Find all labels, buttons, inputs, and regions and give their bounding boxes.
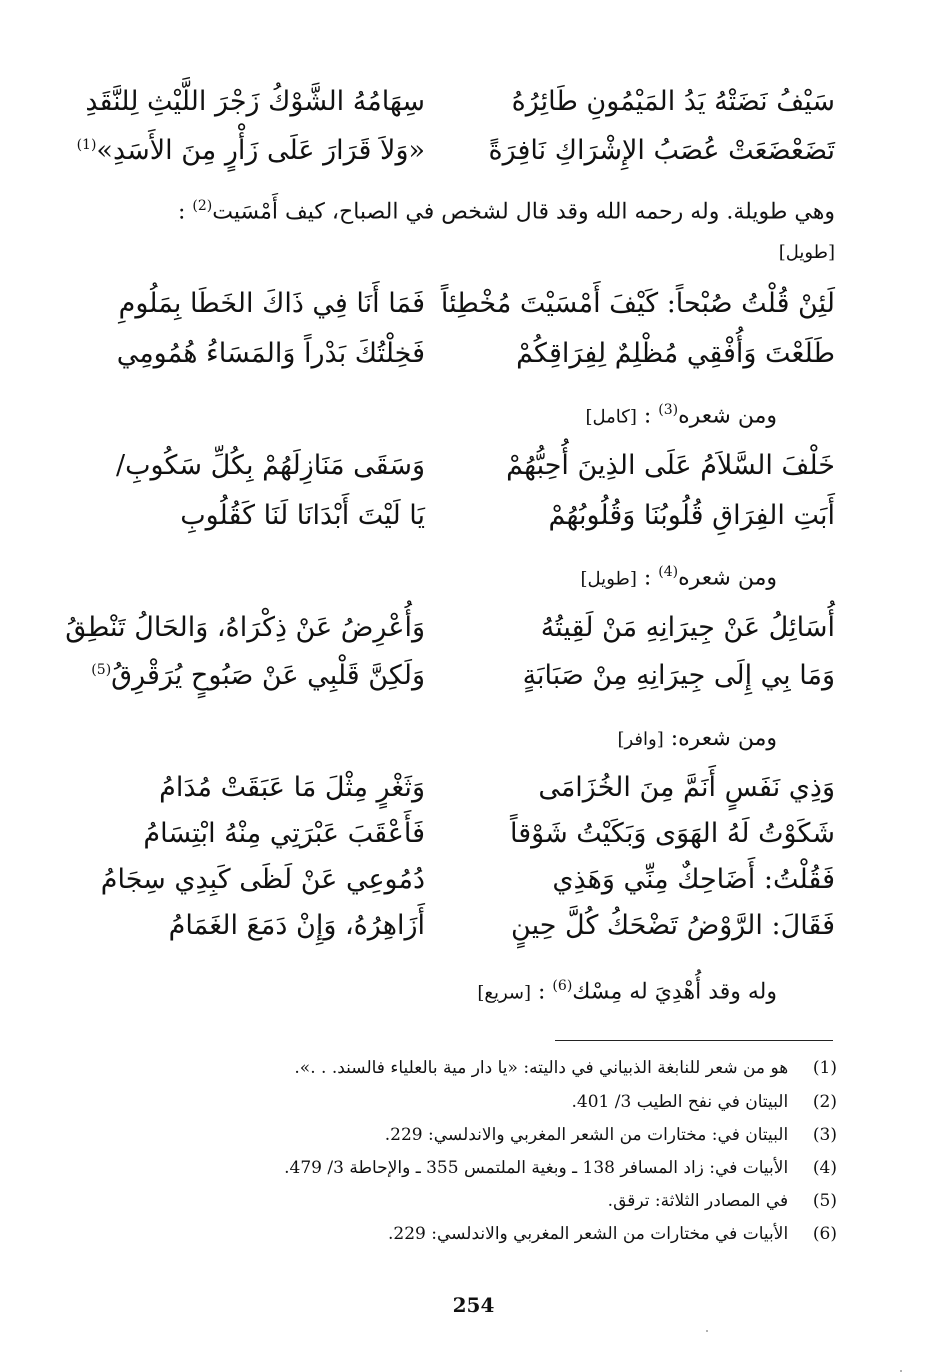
footnote-3 [197, 1127, 837, 1144]
footnote-5-number: (5) [812, 1191, 837, 1211]
meter-tag-3: [كامل] [585, 406, 637, 428]
footnote-ref-2: (2) [192, 198, 213, 214]
intro6 [477, 978, 777, 1004]
intro4-colon: : [643, 565, 652, 591]
footnote-1-number: (1) [812, 1058, 837, 1078]
scan-speck [706, 1330, 708, 1332]
footnote-4 [197, 1160, 837, 1177]
intro5-text: ومن شعره: [670, 726, 777, 751]
footnote-ref-1: (1) [76, 137, 97, 153]
poem3-line1-right: خَلْفَ السَّلاَمُ عَلَى الذِينَ أُحِبُّهُمْ [506, 450, 835, 481]
footnote-3-number: (3) [812, 1125, 837, 1145]
footnote-4-text: الأبيات في: زاد المسافر 138 ـ وبغية الملتمس 355 ـ والإحاطة 3/ 479. [284, 1158, 789, 1178]
footnote-ref-5: (5) [91, 662, 112, 678]
footnote-2-number: (2) [812, 1092, 837, 1112]
intro3-colon: : [643, 403, 652, 429]
footnote-6-number: (6) [812, 1224, 837, 1244]
poem1-line2-right: تَضَعْضَعَتْ عُصَبُ الإِشْرَاكِ نَافِرَةً [488, 135, 835, 166]
poem2-line1-right: لَئِنْ قُلْتُ صُبْحاً: كَيْفَ أَمْسَيْتَ مُخْطِئاً [440, 288, 835, 319]
poem5-line2-left: فَأَعْقَبَ عَبْرَتِي مِنْهُ ابْتِسَامُ [143, 818, 425, 849]
footnote-ref-4: (4) [658, 564, 679, 580]
poem1-line2-left-text: «وَلاَ قَرَارَ عَلَى زَأْرٍ مِنَ الأَسَدِ» [96, 135, 425, 166]
footnote-1 [197, 1060, 837, 1077]
intro6-text: وله وقد أُهْدِيَ له مِسْك [572, 979, 777, 1005]
poem3-line1-left: وَسَقَى مَنَازِلَهُمْ بِكُلِّ سَكُوبِ/ [116, 450, 425, 481]
poem5-line2-right: شَكَوْتُ لَهُ الهَوَى وَبَكَيْتُ شَوْقاً [509, 818, 835, 849]
poem2-line1-left: فَمَا أَنَا فِي ذَاكَ الخَطَا بِمَلُومِ [118, 288, 425, 319]
meter-tag-5: [وافر] [617, 729, 664, 750]
meter-tag-4: [طويل] [580, 568, 637, 590]
intro2 [178, 198, 835, 224]
intro5 [617, 726, 777, 751]
footnote-ref-3: (3) [658, 402, 679, 418]
footnote-2 [197, 1094, 837, 1111]
poem4-line1-right: أُسَائِلُ عَنْ جِيرَانِهِ مَنْ لَقِيتُهُ [540, 612, 835, 643]
footnote-6 [197, 1226, 837, 1243]
poem1-line2-left [45, 137, 425, 164]
intro3-text: ومن شعره [678, 403, 777, 429]
intro2-colon: : [177, 199, 186, 225]
poem5-line3-right: فَقُلْتُ: أَضَاحِكٌ مِنِّي وَهَذِي [552, 864, 835, 895]
poem4-line2-left-text: وَلَكِنَّ قَلْبِي عَنْ صَبُوحٍ يُرَقْرِقُ [111, 660, 425, 691]
poem3-line2-left: يَا لَيْتَ أَبْدَانَا لَنَا كَقُلُوبِ [180, 500, 425, 531]
poem2-line2-right: طَلَعْتَ وَأُفْقِي مُظْلِمٌ لِفِرَاقِكُمْ [516, 338, 835, 369]
poem4-line2-right: وَمَا بِي إِلَى جِيرَانِهِ مِنْ صَبَابَةٍ [522, 660, 835, 691]
intro4-text: ومن شعره [678, 565, 777, 591]
intro3 [585, 402, 777, 428]
poem5-line4-right: فَقَالَ: الرَّوْضُ تَضْحَكُ كُلَّ حِينٍ [511, 910, 835, 941]
intro6-colon: : [538, 979, 546, 1005]
poem2-line2-left: فَخِلْتُكَ بَدْراً وَالمَسَاءُ هُمُومِي [116, 338, 425, 369]
poem5-line4-left: أَزَاهِرُهُ، وَإِنْ دَمَعَ الغَمَامُ [168, 910, 425, 941]
intro4 [581, 564, 777, 590]
footnote-4-number: (4) [812, 1158, 837, 1178]
poem1-line1-right: سَيْفُ نَضَتْهُ يَدُ المَيْمُونِ طَائِرُهُ [511, 86, 835, 117]
page-number: 254 [452, 1293, 495, 1317]
meter-tag-2: [طويل] [778, 242, 835, 263]
footnote-3-text: البيتان في: مختارات من الشعر المغربي والاندلسي: 229. [384, 1125, 789, 1145]
footnote-ref-6: (6) [552, 978, 573, 994]
footnote-2-text: البيتان في نفح الطيب 3/ 401. [571, 1092, 789, 1112]
intro2-text: وهي طويلة. وله رحمه الله وقد قال لشخص في الصباح، كيف أَمْسَيت [212, 199, 835, 225]
poem4-line2-left [45, 662, 425, 689]
footnote-5-text: في المصادر الثلاثة: ترقق. [607, 1191, 789, 1211]
poem4-line1-left: وَأُعْرِضُ عَنْ ذِكْرَاهُ، وَالحَالُ تَنْطِقُ [65, 612, 425, 643]
footnote-1-text: هو من شعر للنابغة الذبياني في داليته: «يا دار مية بالعلياء فالسند. . .». [294, 1058, 789, 1078]
poem5-line3-left: دُمُوعِي عَنْ لَظَى كَبِدِي سِجَامُ [100, 864, 425, 895]
poem3-line2-right: أَبَتِ الفِرَاقِ قُلُوبُنَا وَقُلُوبُهُمْ [548, 500, 835, 531]
footnote-6-text: الأبيات في مختارات من الشعر المغربي والاندلسي: 229. [387, 1224, 789, 1244]
meter-tag-6: [سريع] [477, 982, 531, 1004]
poem1-line1-left: سِهَامُهُ الشَّوْكُ زَجْرَ اللَّيْثِ لِلنَّقَدِ [85, 86, 425, 117]
footnote-separator [555, 1040, 833, 1041]
poem5-line1-left: وَثَغْرٍ مِثْلَ مَا عَبَقَتْ مُدَامُ [159, 772, 425, 803]
footnote-5 [197, 1193, 837, 1210]
poem5-line1-right: وَذِي نَفَسٍ أَنَمَّ مِنَ الخُزَامَى [538, 772, 835, 803]
